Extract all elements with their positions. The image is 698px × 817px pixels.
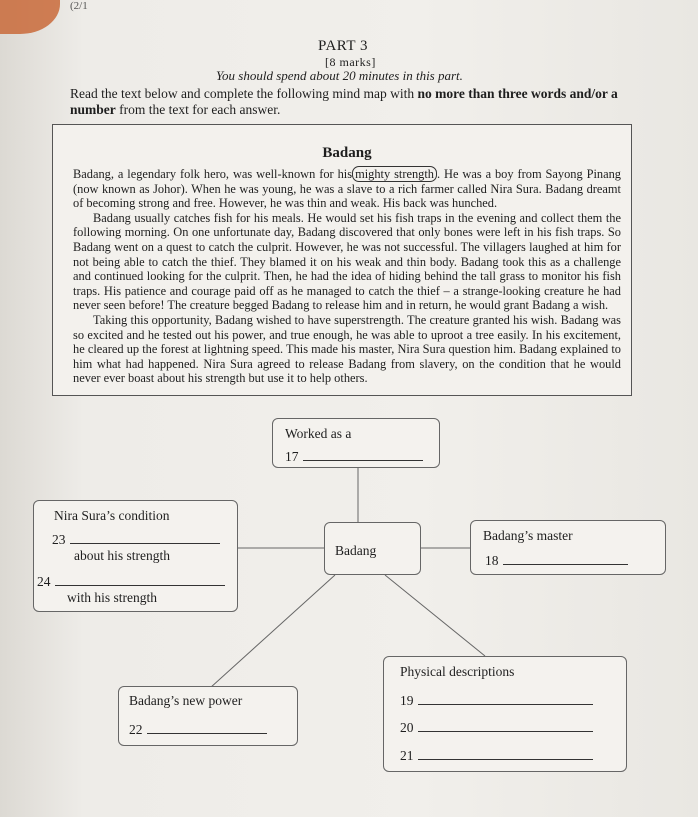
center-badang-box <box>324 522 421 575</box>
p1-before: Badang, a legendary folk hero, was well-known for his <box>73 167 353 181</box>
question-21[interactable] <box>400 747 593 764</box>
power-title: Badang’s new power <box>129 693 243 708</box>
question-20[interactable] <box>400 719 593 736</box>
master-title: Badang’s master <box>483 528 573 543</box>
condition-line-4: with his strength <box>67 590 157 605</box>
passage-paragraph-2: Badang usually catches fish for his meals. He would set his fish traps in the evening and collect them the following morning. On one unfortunate day, Badang discovered that only bones were left in his fish traps. So Badang went on a quest to catch the culprit. However, he was not successful. The villagers laughed at him for not being able to catch the thief. They blamed it on his weak and thin body. Badang took this as a challenge and continued looking for the culprit. Then, he had the idea of hiding behind the tall grass to monitor his fish traps. His patience and courage paid off as he managed to catch the thief – a strange-looking creature he had never seen before! The creature begged Badang to release him and in return, he would grant Badang a wish. <box>73 210 621 313</box>
question-23-number: 23 <box>52 532 66 547</box>
question-23[interactable] <box>52 531 220 548</box>
center-title: Badang <box>335 543 377 558</box>
worked-as-title: Worked as a <box>285 426 352 441</box>
passage-title: Badang <box>322 145 372 161</box>
p1-after: . He was a boy from Sayong Pinang (now known as Johor). When he was young, he was a slave to a rich farmer called Nira Sura. Badang dreamt of becoming strong and free. However, he was thin and weak. His back was hunched. <box>73 167 621 211</box>
passage-paragraph-3: Taking this opportunity, Badang wished to have superstrength. The creature granted his wish. Badang was so excited and he tested out his power, and true enough, he was able to uproot a tree easily. In his excitement, he cleared up the forest at lightning speed. This made his master, Nira Sura question him. Badang explained to him what had happened. Nira Sura agreed to release Badang from slavery, on the condition that he would never ever boast about his strength but use it to help others. <box>73 312 621 386</box>
power-box <box>118 686 298 746</box>
question-19[interactable] <box>400 692 593 709</box>
instructions-end: from the text for each answer. <box>115 102 281 117</box>
question-22-number: 22 <box>129 722 143 737</box>
question-22[interactable] <box>129 721 267 738</box>
question-20-number: 20 <box>400 720 414 735</box>
connector-physical <box>385 575 485 656</box>
question-17[interactable] <box>285 448 423 465</box>
marks-label: [8 marks] <box>325 55 376 69</box>
condition-box <box>33 500 238 612</box>
question-24[interactable] <box>37 573 225 590</box>
condition-title: Nira Sura’s condition <box>54 508 170 523</box>
instructions-bold: no more than three words and/or a number <box>70 86 618 117</box>
physical-box <box>383 656 627 772</box>
question-21-number: 21 <box>400 748 414 763</box>
question-24-number: 24 <box>37 574 51 589</box>
time-note: You should spend about 20 minutes in this part. <box>216 68 463 83</box>
circled-phrase: mighty strength <box>352 166 437 182</box>
part-title: PART 3 <box>318 38 369 54</box>
worked-as-box <box>272 418 440 468</box>
question-17-number: 17 <box>285 449 299 464</box>
question-18-number: 18 <box>485 553 499 568</box>
question-18[interactable] <box>485 552 628 569</box>
page-mark: (2/1 <box>70 0 88 12</box>
master-box <box>470 520 666 575</box>
instructions-start: Read the text below and complete the following mind map with <box>70 86 418 101</box>
question-19-number: 19 <box>400 693 414 708</box>
condition-line-2: about his strength <box>74 548 170 563</box>
physical-title: Physical descriptions <box>400 664 515 679</box>
